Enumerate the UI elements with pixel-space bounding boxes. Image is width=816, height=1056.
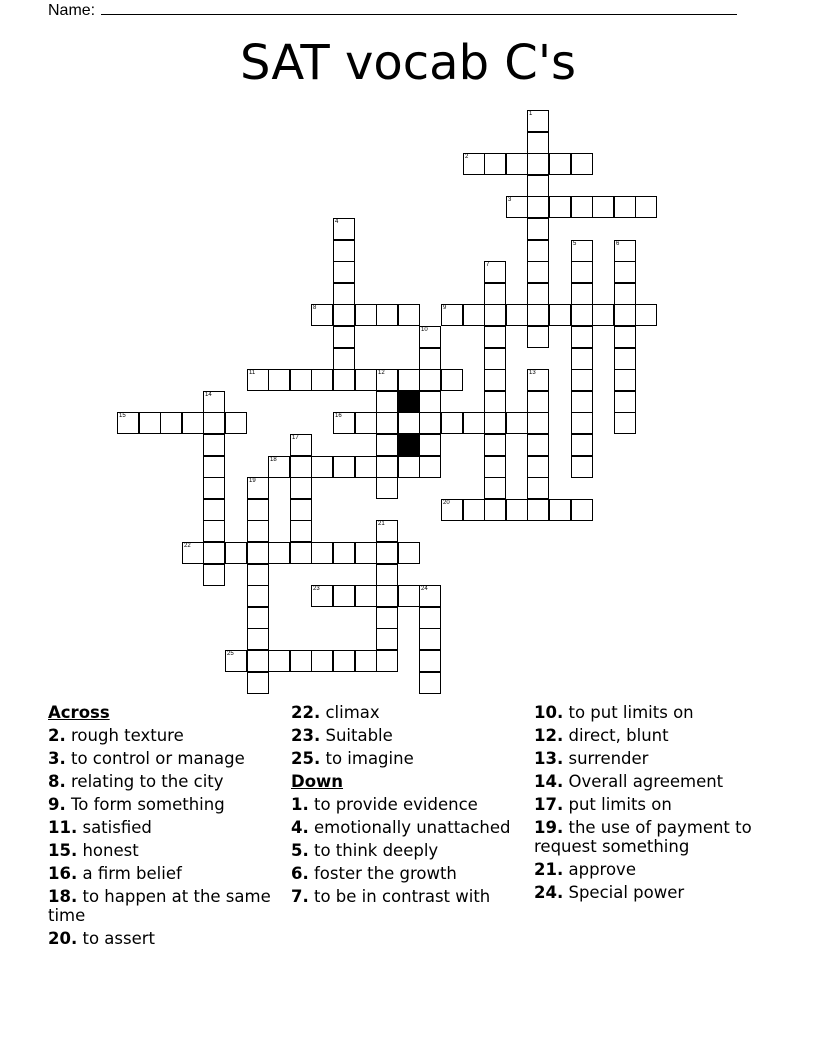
clue-item bbox=[534, 860, 769, 879]
crossword-cell[interactable] bbox=[355, 369, 377, 391]
crossword-cell[interactable] bbox=[484, 412, 506, 434]
clue-item bbox=[48, 818, 283, 837]
crossword-cell[interactable] bbox=[592, 196, 614, 218]
crossword-cell[interactable] bbox=[527, 218, 549, 240]
crossword-cell[interactable] bbox=[203, 434, 225, 456]
crossword-cell[interactable] bbox=[527, 110, 549, 132]
clue-item bbox=[534, 883, 769, 902]
crossword-cell[interactable] bbox=[268, 369, 290, 391]
cell-number: 18 bbox=[270, 457, 277, 463]
crossword-cell[interactable] bbox=[419, 412, 441, 434]
crossword-cell[interactable] bbox=[635, 196, 657, 218]
cell-number: 4 bbox=[335, 219, 339, 225]
crossword-cell[interactable] bbox=[506, 499, 528, 521]
crossword-cell[interactable] bbox=[614, 326, 636, 348]
crossword-cell[interactable] bbox=[311, 369, 333, 391]
crossword-cell[interactable] bbox=[333, 283, 355, 305]
crossword-cell[interactable] bbox=[441, 412, 463, 434]
crossword-cell[interactable] bbox=[484, 477, 506, 499]
cell-number: 24 bbox=[421, 586, 428, 592]
crossword-cell[interactable] bbox=[484, 304, 506, 326]
crossword-cell[interactable] bbox=[484, 348, 506, 370]
clue-item bbox=[291, 887, 526, 906]
page-title: SAT vocab C's bbox=[239, 35, 577, 91]
crossword-cell[interactable] bbox=[203, 542, 225, 564]
clue-text: Special power bbox=[563, 883, 685, 902]
crossword-cell[interactable] bbox=[247, 520, 269, 542]
clue-text: to imagine bbox=[320, 749, 414, 768]
crossword-cell[interactable] bbox=[549, 499, 571, 521]
crossword-cell[interactable] bbox=[419, 434, 441, 456]
crossword-cell[interactable] bbox=[225, 412, 247, 434]
crossword-cell[interactable] bbox=[527, 412, 549, 434]
crossword-cell[interactable] bbox=[635, 304, 657, 326]
crossword-cell[interactable] bbox=[571, 153, 593, 175]
clue-number: 9. bbox=[48, 795, 66, 814]
crossword-cell[interactable] bbox=[527, 499, 549, 521]
clue-item bbox=[534, 749, 769, 768]
crossword-cell[interactable] bbox=[398, 412, 420, 434]
clue-item bbox=[291, 703, 526, 722]
cell-number: 16 bbox=[335, 413, 342, 419]
clue-text: to be in contrast with bbox=[308, 887, 491, 906]
crossword-cell[interactable] bbox=[398, 369, 420, 391]
crossword-cell[interactable] bbox=[614, 196, 636, 218]
crossword-cell[interactable] bbox=[333, 585, 355, 607]
crossword-cell[interactable] bbox=[571, 369, 593, 391]
crossword-cell[interactable] bbox=[463, 153, 485, 175]
crossword-cell[interactable] bbox=[247, 369, 269, 391]
clue-text: a firm belief bbox=[77, 864, 182, 883]
clue-number: 2. bbox=[48, 726, 66, 745]
clue-number: 17. bbox=[534, 795, 564, 814]
clue-item bbox=[291, 795, 526, 814]
across-heading: Across bbox=[48, 703, 110, 722]
crossword-cell[interactable] bbox=[268, 542, 290, 564]
crossword-cell[interactable] bbox=[268, 650, 290, 672]
cell-number: 25 bbox=[227, 651, 234, 657]
clue-text: the use of payment to request something bbox=[534, 818, 752, 856]
cell-number: 9 bbox=[443, 305, 447, 311]
clue-text: to provide evidence bbox=[308, 795, 478, 814]
crossword-cell[interactable] bbox=[484, 261, 506, 283]
crossword-cell[interactable] bbox=[247, 650, 269, 672]
clue-number: 12. bbox=[534, 726, 564, 745]
crossword-cell[interactable] bbox=[376, 412, 398, 434]
crossword-cell[interactable] bbox=[571, 326, 593, 348]
clue-item bbox=[534, 818, 769, 856]
crossword-cell[interactable] bbox=[247, 628, 269, 650]
cell-number: 10 bbox=[421, 327, 428, 333]
clue-text: to put limits on bbox=[563, 703, 694, 722]
crossword-cell[interactable] bbox=[571, 261, 593, 283]
crossword-cell[interactable] bbox=[398, 542, 420, 564]
crossword-cell[interactable] bbox=[419, 326, 441, 348]
crossword-cell[interactable] bbox=[333, 304, 355, 326]
crossword-cell[interactable] bbox=[484, 434, 506, 456]
clue-number: 1. bbox=[291, 795, 309, 814]
crossword-cell[interactable] bbox=[614, 304, 636, 326]
clue-text: To form something bbox=[65, 795, 225, 814]
crossword-cell[interactable] bbox=[441, 369, 463, 391]
crossword-cell[interactable] bbox=[203, 412, 225, 434]
crossword-cell[interactable] bbox=[571, 434, 593, 456]
clue-item bbox=[48, 887, 283, 925]
clue-item bbox=[48, 795, 283, 814]
clue-number: 25. bbox=[291, 749, 321, 768]
clue-text: put limits on bbox=[563, 795, 672, 814]
crossword-cell[interactable] bbox=[419, 369, 441, 391]
clue-text: approve bbox=[563, 860, 636, 879]
crossword-cell[interactable] bbox=[614, 283, 636, 305]
clue-text: foster the growth bbox=[308, 864, 457, 883]
crossword-cell[interactable] bbox=[614, 412, 636, 434]
crossword-cell[interactable] bbox=[376, 456, 398, 478]
clue-number: 8. bbox=[48, 772, 66, 791]
crossword-cell[interactable] bbox=[376, 477, 398, 499]
crossword-cell[interactable] bbox=[571, 348, 593, 370]
crossword-cell[interactable] bbox=[333, 348, 355, 370]
clue-text: climax bbox=[320, 703, 380, 722]
crossword-cell[interactable] bbox=[398, 304, 420, 326]
crossword-cell[interactable] bbox=[333, 326, 355, 348]
clue-list bbox=[48, 726, 283, 948]
cell-number: 6 bbox=[616, 241, 620, 247]
crossword-cell[interactable] bbox=[182, 412, 204, 434]
black-square bbox=[398, 434, 420, 456]
crossword-cell[interactable] bbox=[398, 456, 420, 478]
crossword-cell[interactable] bbox=[247, 607, 269, 629]
clue-item bbox=[291, 818, 526, 837]
crossword-cell[interactable] bbox=[376, 391, 398, 413]
crossword-cell[interactable] bbox=[247, 672, 269, 694]
crossword-cell[interactable] bbox=[571, 304, 593, 326]
crossword-cell[interactable] bbox=[463, 304, 485, 326]
clue-number: 23. bbox=[291, 726, 321, 745]
crossword-cell[interactable] bbox=[614, 369, 636, 391]
crossword-cell[interactable] bbox=[376, 564, 398, 586]
crossword-cell[interactable] bbox=[333, 240, 355, 262]
crossword-cell[interactable] bbox=[376, 650, 398, 672]
crossword-cell[interactable] bbox=[203, 477, 225, 499]
crossword-cell[interactable] bbox=[527, 326, 549, 348]
crossword-cell[interactable] bbox=[225, 542, 247, 564]
crossword-cell[interactable] bbox=[117, 412, 139, 434]
crossword-cell[interactable] bbox=[311, 650, 333, 672]
clue-text: rough texture bbox=[65, 726, 184, 745]
clue-number: 13. bbox=[534, 749, 564, 768]
crossword-cell[interactable] bbox=[506, 304, 528, 326]
cell-number: 11 bbox=[249, 370, 256, 376]
crossword-cell[interactable] bbox=[247, 585, 269, 607]
crossword-cell[interactable] bbox=[290, 434, 312, 456]
crossword-cell[interactable] bbox=[419, 348, 441, 370]
crossword-cell[interactable] bbox=[247, 499, 269, 521]
clue-text: to think deeply bbox=[308, 841, 439, 860]
clue-number: 20. bbox=[48, 929, 78, 948]
crossword-cell[interactable] bbox=[290, 520, 312, 542]
crossword-cell[interactable] bbox=[527, 283, 549, 305]
crossword-cell[interactable] bbox=[484, 499, 506, 521]
crossword-cell[interactable] bbox=[527, 477, 549, 499]
clue-text: direct, blunt bbox=[563, 726, 669, 745]
crossword-cell[interactable] bbox=[203, 520, 225, 542]
crossword-cell[interactable] bbox=[376, 585, 398, 607]
crossword-cell[interactable] bbox=[355, 456, 377, 478]
clue-item bbox=[291, 749, 526, 768]
clue-list bbox=[291, 795, 526, 906]
crossword-cell[interactable] bbox=[527, 261, 549, 283]
cell-number: 22 bbox=[184, 543, 191, 549]
cell-number: 5 bbox=[573, 241, 577, 247]
crossword-cell[interactable] bbox=[549, 196, 571, 218]
cell-number: 15 bbox=[119, 413, 126, 419]
cell-number: 17 bbox=[292, 435, 299, 441]
clue-item bbox=[534, 772, 769, 791]
clue-number: 19. bbox=[534, 818, 564, 837]
crossword-cell[interactable] bbox=[333, 542, 355, 564]
cell-number: 19 bbox=[249, 478, 256, 484]
crossword-cell[interactable] bbox=[225, 650, 247, 672]
crossword-cell[interactable] bbox=[614, 391, 636, 413]
crossword-cell[interactable] bbox=[376, 542, 398, 564]
clue-text: surrender bbox=[563, 749, 649, 768]
crossword-cell[interactable] bbox=[571, 499, 593, 521]
crossword-cell[interactable] bbox=[506, 153, 528, 175]
crossword-cell[interactable] bbox=[592, 304, 614, 326]
crossword-cell[interactable] bbox=[484, 326, 506, 348]
clue-item bbox=[534, 795, 769, 814]
crossword-cell[interactable] bbox=[527, 132, 549, 154]
crossword-cell[interactable] bbox=[419, 650, 441, 672]
crossword-cell[interactable] bbox=[355, 304, 377, 326]
crossword-cell[interactable] bbox=[614, 240, 636, 262]
crossword-cell[interactable] bbox=[484, 456, 506, 478]
crossword-cell[interactable] bbox=[527, 456, 549, 478]
crossword-cell[interactable] bbox=[419, 672, 441, 694]
crossword-cell[interactable] bbox=[441, 499, 463, 521]
crossword-cell[interactable] bbox=[247, 542, 269, 564]
clue-number: 14. bbox=[534, 772, 564, 791]
clue-item bbox=[534, 703, 769, 722]
clue-text: to control or manage bbox=[65, 749, 245, 768]
cell-number: 3 bbox=[508, 197, 512, 203]
clue-item bbox=[48, 772, 283, 791]
clue-list bbox=[534, 703, 769, 902]
crossword-cell[interactable] bbox=[290, 499, 312, 521]
clue-item bbox=[48, 841, 283, 860]
crossword-cell[interactable] bbox=[290, 650, 312, 672]
clue-number: 10. bbox=[534, 703, 564, 722]
crossword-cell[interactable] bbox=[355, 542, 377, 564]
crossword-cell[interactable] bbox=[311, 456, 333, 478]
clue-item bbox=[291, 726, 526, 745]
crossword-cell[interactable] bbox=[419, 585, 441, 607]
cell-number: 14 bbox=[205, 392, 212, 398]
crossword-cell[interactable] bbox=[484, 153, 506, 175]
crossword-cell[interactable] bbox=[527, 196, 549, 218]
crossword-cell[interactable] bbox=[398, 585, 420, 607]
crossword-cell[interactable] bbox=[203, 499, 225, 521]
clue-number: 11. bbox=[48, 818, 78, 837]
crossword-cell[interactable] bbox=[311, 585, 333, 607]
clue-text: honest bbox=[77, 841, 139, 860]
clue-item bbox=[48, 749, 283, 768]
crossword-cell[interactable] bbox=[571, 240, 593, 262]
crossword-cell[interactable] bbox=[355, 412, 377, 434]
clue-number: 16. bbox=[48, 864, 78, 883]
clue-item bbox=[48, 929, 283, 948]
crossword-cell[interactable] bbox=[333, 412, 355, 434]
black-square bbox=[398, 391, 420, 413]
crossword-cell[interactable] bbox=[311, 304, 333, 326]
crossword-cell[interactable] bbox=[376, 304, 398, 326]
cell-number: 7 bbox=[486, 262, 490, 268]
crossword-cell[interactable] bbox=[571, 196, 593, 218]
clue-number: 6. bbox=[291, 864, 309, 883]
clues-column-3 bbox=[534, 703, 769, 906]
clue-text: Overall agreement bbox=[563, 772, 724, 791]
crossword-cell[interactable] bbox=[463, 412, 485, 434]
crossword-cell[interactable] bbox=[614, 348, 636, 370]
crossword-cell[interactable] bbox=[527, 175, 549, 197]
cell-number: 8 bbox=[313, 305, 317, 311]
crossword-cell[interactable] bbox=[549, 153, 571, 175]
cell-number: 1 bbox=[529, 111, 533, 117]
crossword-cell[interactable] bbox=[376, 607, 398, 629]
crossword-cell[interactable] bbox=[376, 628, 398, 650]
cell-number: 23 bbox=[313, 586, 320, 592]
crossword-cell[interactable] bbox=[290, 369, 312, 391]
crossword-cell[interactable] bbox=[571, 391, 593, 413]
crossword-cell[interactable] bbox=[355, 585, 377, 607]
clue-number: 22. bbox=[291, 703, 321, 722]
crossword-cell[interactable] bbox=[484, 369, 506, 391]
crossword-cell[interactable] bbox=[527, 240, 549, 262]
name-field[interactable] bbox=[48, 0, 737, 20]
crossword-cell[interactable] bbox=[376, 520, 398, 542]
clue-item bbox=[48, 864, 283, 883]
clue-text: to assert bbox=[77, 929, 155, 948]
crossword-cell[interactable] bbox=[311, 542, 333, 564]
clue-number: 15. bbox=[48, 841, 78, 860]
crossword-cell[interactable] bbox=[333, 369, 355, 391]
crossword-cell[interactable] bbox=[527, 369, 549, 391]
crossword-cell[interactable] bbox=[376, 434, 398, 456]
crossword-cell[interactable] bbox=[203, 564, 225, 586]
clue-number: 3. bbox=[48, 749, 66, 768]
crossword-cell[interactable] bbox=[549, 304, 571, 326]
crossword-cell[interactable] bbox=[419, 456, 441, 478]
clue-text: satisfied bbox=[77, 818, 152, 837]
clue-text: Suitable bbox=[320, 726, 393, 745]
crossword-cell[interactable] bbox=[203, 391, 225, 413]
crossword-cell[interactable] bbox=[247, 477, 269, 499]
clue-item bbox=[291, 864, 526, 883]
crossword-cell[interactable] bbox=[484, 391, 506, 413]
crossword-cell[interactable] bbox=[571, 283, 593, 305]
crossword-cell[interactable] bbox=[614, 261, 636, 283]
clue-item bbox=[534, 726, 769, 745]
down-heading: Down bbox=[291, 772, 344, 791]
crossword-cell[interactable] bbox=[376, 369, 398, 391]
crossword-cell[interactable] bbox=[290, 456, 312, 478]
cell-number: 12 bbox=[378, 370, 385, 376]
crossword-cell[interactable] bbox=[527, 153, 549, 175]
crossword-cell[interactable] bbox=[484, 283, 506, 305]
clue-text: emotionally unattached bbox=[308, 818, 511, 837]
crossword-cell[interactable] bbox=[333, 650, 355, 672]
clues-column-1 bbox=[48, 703, 283, 952]
crossword-cell[interactable] bbox=[247, 564, 269, 586]
clue-number: 18. bbox=[48, 887, 78, 906]
clues-column-2 bbox=[291, 703, 526, 910]
clue-text: relating to the city bbox=[65, 772, 224, 791]
crossword-cell[interactable] bbox=[268, 456, 290, 478]
clue-number: 4. bbox=[291, 818, 309, 837]
name-label: Name: bbox=[48, 2, 96, 19]
crossword-cell[interactable] bbox=[506, 412, 528, 434]
crossword-cell[interactable] bbox=[441, 304, 463, 326]
crossword-cell[interactable] bbox=[527, 434, 549, 456]
crossword-cell[interactable] bbox=[290, 542, 312, 564]
crossword-cell[interactable] bbox=[506, 196, 528, 218]
crossword-cell[interactable] bbox=[571, 456, 593, 478]
crossword-cell[interactable] bbox=[419, 391, 441, 413]
crossword-cell[interactable] bbox=[527, 304, 549, 326]
cell-number: 20 bbox=[443, 500, 450, 506]
clue-item bbox=[48, 726, 283, 745]
crossword-cell[interactable] bbox=[203, 456, 225, 478]
clue-item bbox=[291, 841, 526, 860]
crossword-cell[interactable] bbox=[419, 628, 441, 650]
clue-text: to happen at the same time bbox=[48, 887, 271, 925]
crossword-cell[interactable] bbox=[160, 412, 182, 434]
crossword-cell[interactable] bbox=[333, 218, 355, 240]
crossword-cell[interactable] bbox=[463, 499, 485, 521]
clue-number: 21. bbox=[534, 860, 564, 879]
clue-number: 7. bbox=[291, 887, 309, 906]
crossword-cell[interactable] bbox=[355, 650, 377, 672]
crossword-cell[interactable] bbox=[571, 412, 593, 434]
name-blank-line[interactable] bbox=[101, 0, 737, 15]
cell-number: 2 bbox=[465, 154, 469, 160]
clue-number: 5. bbox=[291, 841, 309, 860]
clue-number: 24. bbox=[534, 883, 564, 902]
crossword-cell[interactable] bbox=[333, 456, 355, 478]
clue-list bbox=[291, 703, 526, 768]
crossword-cell[interactable] bbox=[139, 412, 161, 434]
cell-number: 21 bbox=[378, 521, 385, 527]
crossword-cell[interactable] bbox=[333, 261, 355, 283]
crossword-cell[interactable] bbox=[527, 391, 549, 413]
crossword-cell[interactable] bbox=[419, 607, 441, 629]
cell-number: 13 bbox=[529, 370, 536, 376]
crossword-cell[interactable] bbox=[290, 477, 312, 499]
crossword-cell[interactable] bbox=[182, 542, 204, 564]
